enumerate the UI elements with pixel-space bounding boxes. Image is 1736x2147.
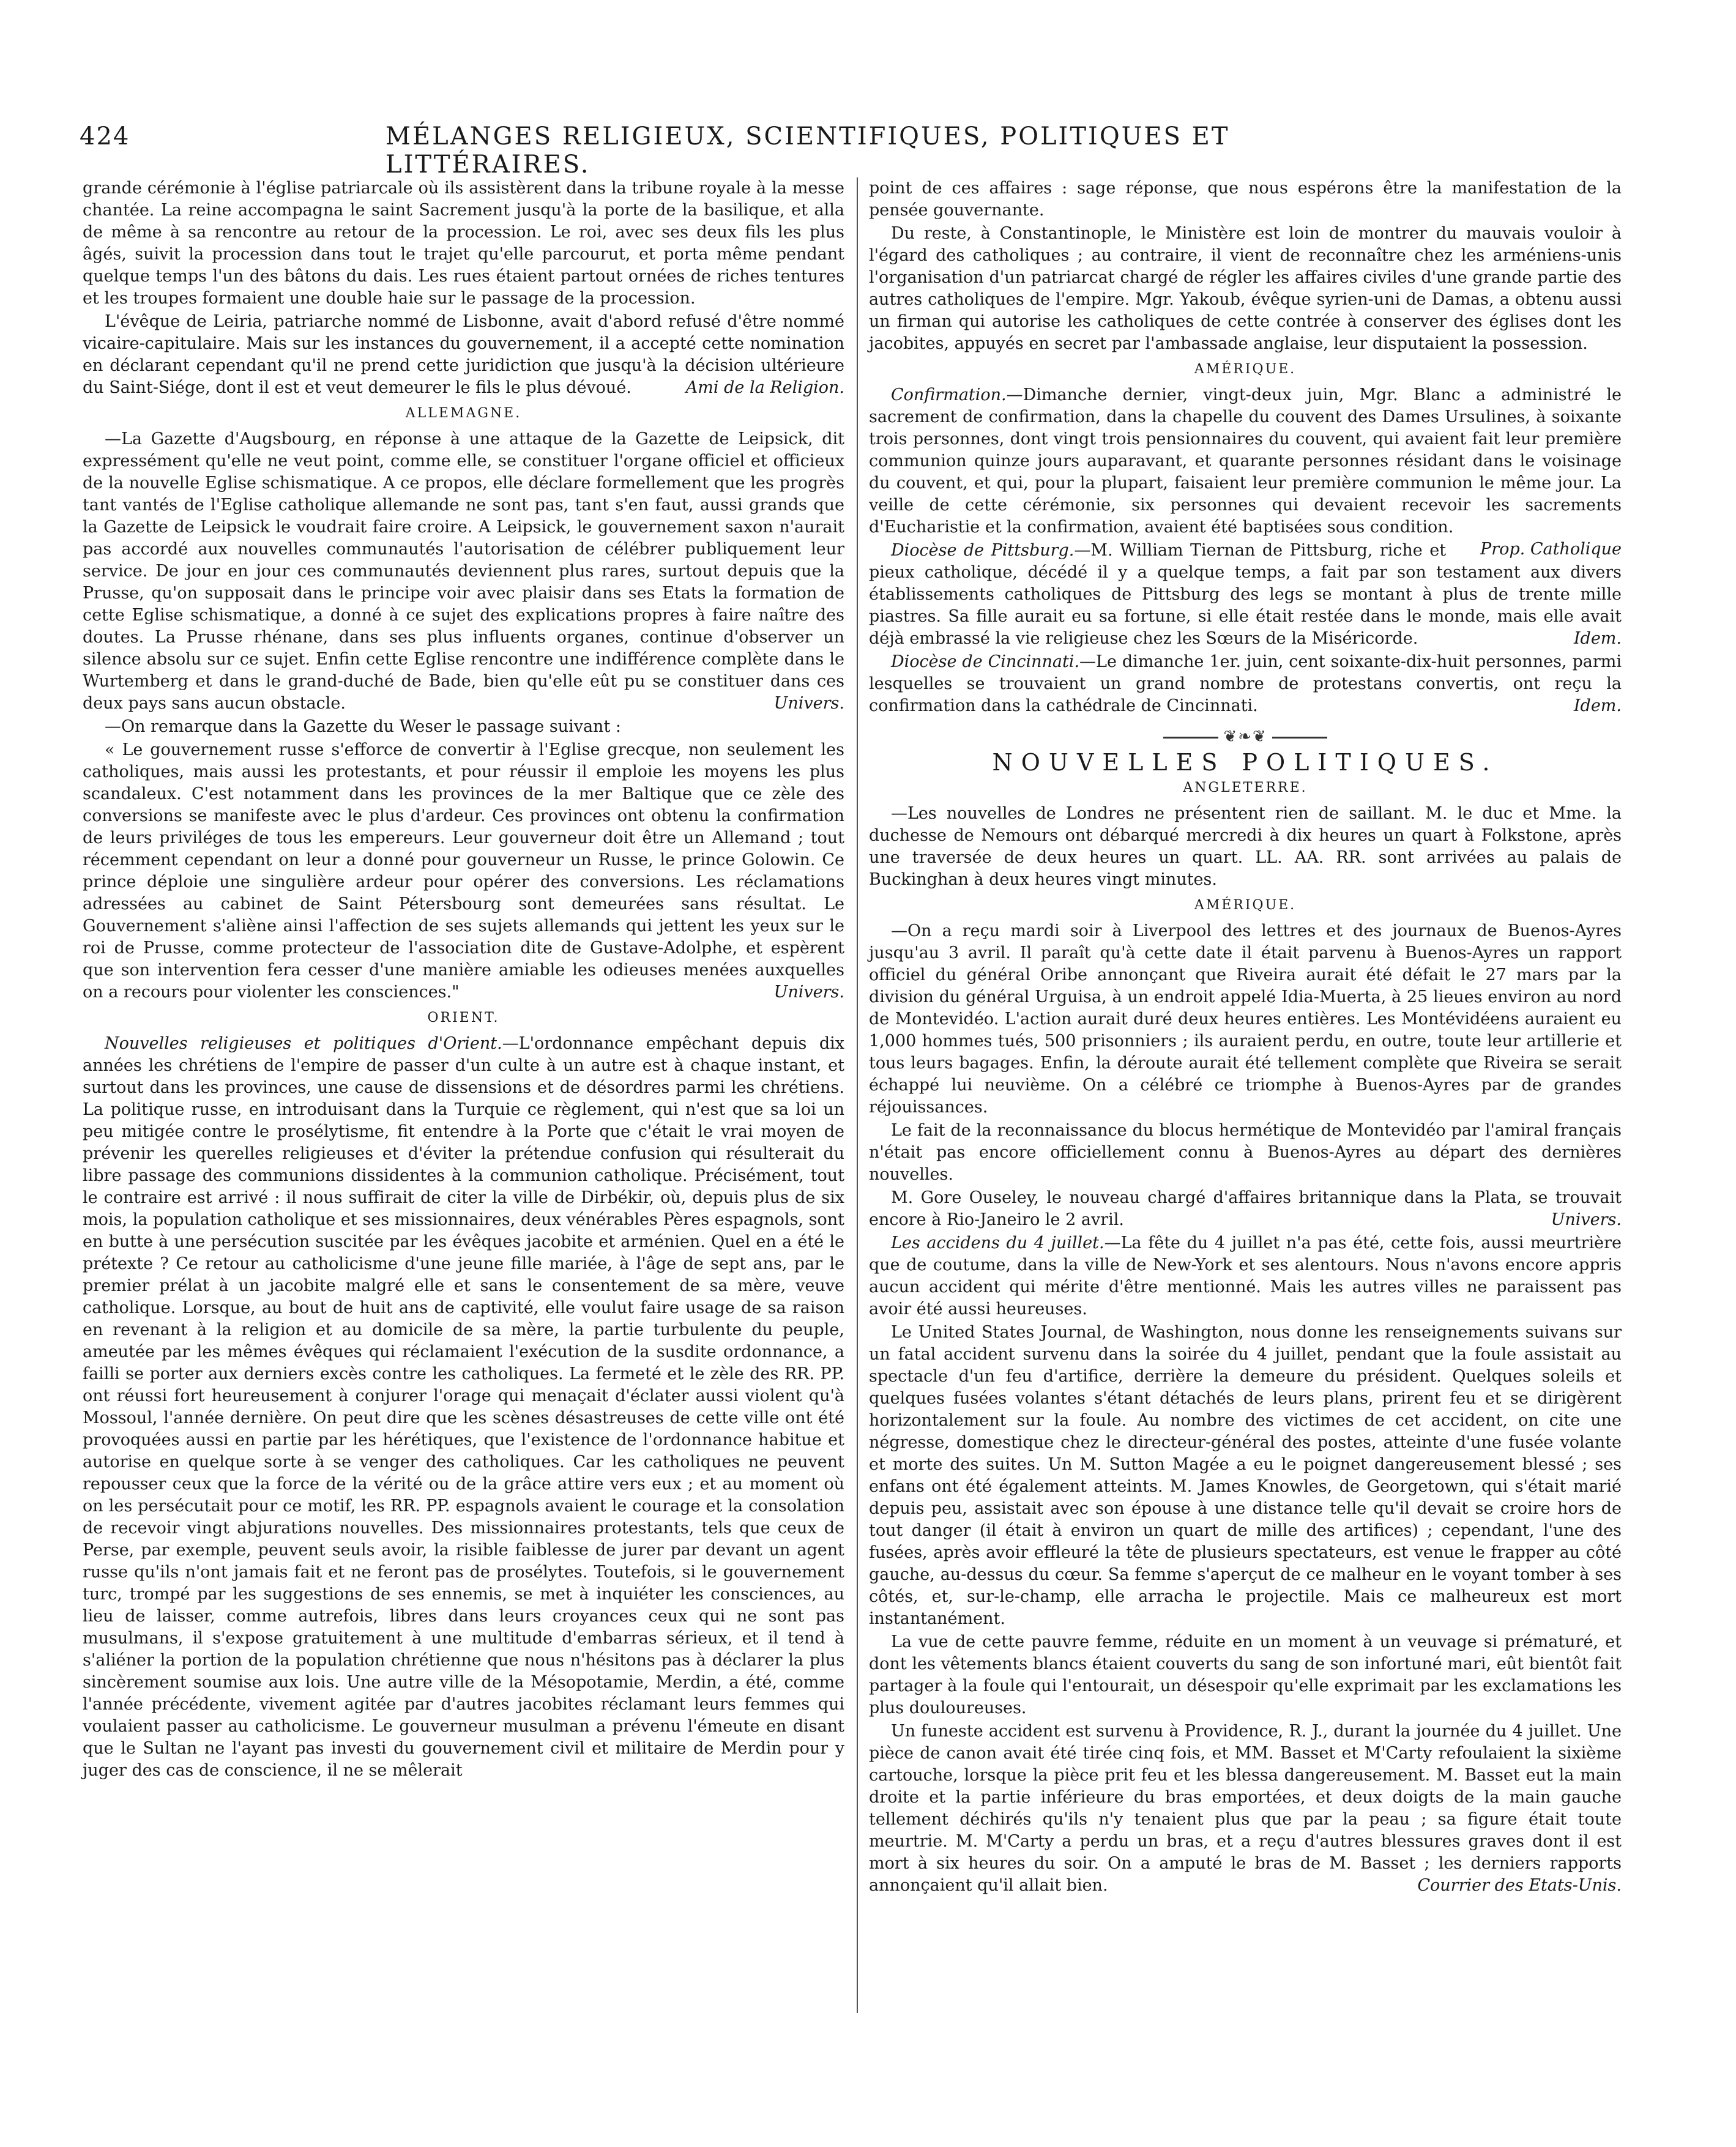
article-paragraph: grande cérémonie à l'église patriarcale où ils assistèrent dans la tribune royale à la messe chantée. La reine accompagna le saint Sacrement jusqu'à la porte de la basilique, et alla de même à sa rencontre au retour de la procession. Le roi, avec ses deux fils les plus âgés, suivit la procession dans tout le trajet qu'elle parcourut, et porta même pendant quelque temps l'un des bâtons du dais. Les rues étaient partout ornées de riches tentures et les troupes formaient une double haie sur le passage de la procession. — [83, 179, 844, 308]
article-text: —Le dimanche 1er. juin, cent soixante-dix-huit personnes, parmi lesquelles se trouvaient un grand nombre de protestans convertis, ont reçu la confirmation dans la cathédrale de Cincinnati. — [869, 652, 1622, 715]
article-paragraph — [869, 1232, 1622, 1320]
article-paragraph — [83, 739, 844, 1003]
article-paragraph: —Les nouvelles de Londres ne présentent rien de saillant. M. le duc et Mme. la duchesse de Nemours ont débarqué mercredi à dix heures un quart à Folkstone, après une traversée de deux heures un quart. LL. AA. RR. sont arrivées au palais de Buckinghan à deux heures vingt minutes. — [869, 804, 1622, 889]
article-paragraph — [869, 1187, 1622, 1231]
article-paragraph: La vue de cette pauvre femme, réduite en un moment à un veuvage si prématuré, et dont les vêtements blancs étaient couverts du sang de son infortuné mari, eût bientôt fait partager à la foule qui l'entourait, un désespoir qu'elle exprimait par les exclamations les plus douloureuses. — [869, 1632, 1622, 1717]
article-paragraph — [83, 1033, 844, 1782]
article-text: « Le gouvernement russe s'efforce de convertir à l'Eglise grecque, non seulement les catholiques, mais aussi les protestants, et pour réussir il emploie les moyens les plus scandaleux. C'est notamment dans les provinces de la mer Baltique que ce zèle des conversions se manifeste avec le plus d'ardeur. Ces provinces ont obtenu la confirmation de leurs priviléges de tous les empereurs. Leur gouverneur doit être un Allemand ; tout récemment cependant on leur a donné pour gouverneur un Russe, le prince Golowin. Ce prince déploie une singulière ardeur pour opérer des conversions. Les réclamations adressées au cabinet de Saint Pétersbourg sont demeurées sans résultat. Le Gouvernement s'aliène ainsi l'affection de ses sujets allemands qui jettent les yeux sur le roi de Prusse, comme protecteur de l'association dite de Gustave-Adolphe, et espèrent que son intervention fera cesser d'une manière amiable les odieuses menées auxquelles on a recours pour violenter les consciences." — [83, 740, 844, 1002]
article-lead: Confirmation. — [891, 385, 1007, 404]
article-paragraph: Du reste, à Constantinople, le Ministère est loin de montrer du mauvais vouloir à l'égard des catholiques ; au contraire, il vient de reconnaître chez les arméniens-unis l'organisation d'un patriarcat chargé de régler les affaires civiles d'une grande partie des autres catholiques de l'empire. Mgr. Yakoub, évêque syrien-uni de Damas, a obtenu aussi un firman qui autorise les catholiques de cette contrée à conserver des églises dont les jacobites, appuyés en secret par l'ambassade anglaise, leur disputaient la possession. — [869, 224, 1622, 353]
article-text: —Dimanche dernier, vingt-deux juin, Mgr. Blanc a administré le sacrement de confirmation, dans la chapelle du couvent des Dames Ursulines, à soixante trois personnes, dont vingt trois pensionnaires du couvent, qui avaient fait leur première communion quinze jours auparavant, et quarante personnes résidant dans le voisinage du couvent, et qui, pour la plupart, faisaient leur première communion le même jour. La veille de cette cérémonie, six personnes qui devaient recevoir les sacrements d'Eucharistie et la confirmation, avaient été baptisées sous condition. — [869, 385, 1622, 537]
source-credit: Idem. — [1573, 696, 1622, 715]
article-text: —L'ordonnance empêchant depuis dix années les chrétiens de l'empire de passer d'un culte à un autre est à chaque instant, et surtout dans les provinces, une cause de dissensions et de désordres parmi les chrétiens. La politique russe, en introduisant dans la Turquie ce règlement, qui n'est que sa loi un peu mitigée contre le prosélytisme, fit entendre à la Porte que c'était le vrai moyen de prévenir les querelles religieuses et d'éviter la prétendue confusion qui résulterait du libre passage des communions dissidentes à la communion catholique. Précisément, tout le contraire est arrivé : il nous suffirait de citer la ville de Dirbékir, où, depuis plus de six mois, la population catholique et ses missionnaires, deux vénérables Pères espagnols, sont en butte à une persécution suscitée par les évêques jacobite et arménien. Quel en a été le prétexte ? Ce retour au catholicisme d'une jeune fille mariée, à l'âge de sept ans, par le premier prélat à un jacobite malgré elle et sans le consentement de sa mère, veuve catholique. Lorsque, au bout de huit ans de captivité, elle voulut faire usage de sa raison en revenant à la religion et au domicile de sa mère, la partie turbulente du peuple, ameutée par les mêmes évêques qui réclamaient l'exécution de la susdite ordonnance, a failli se porter aux derniers excès contre les catholiques. La fermeté et le zèle des RR. PP. ont réussi fort heureusement à conjurer l'orage qui menaçait d'éclater aussi violent qu'à Mossoul, l'année dernière. On peut dire que les scènes désastreuses de cette ville ont été provoquées aussi en partie par les hérétiques, que l'existence de l'ordonnance habitue et autorise en quelque sorte à se venger des catholiques. Car les catholiques ne peuvent repousser ceux que la force de la vérité ou de la grâce attire vers eux ; et au moment où on les persécutait pour ce motif, les RR. PP. espagnols avaient le courage et la consolation de recevoir vingt abjurations nouvelles. Des missionnaires protestants, tels que ceux de Perse, par exemple, peuvent seuls avoir, la risible faiblesse de jurer par devant un agent russe qu'ils n'ont jamais fait et ne feront pas de prosélytes. Toutefois, si le gouvernement turc, trompé par les suggestions de ses ennemis, se met à inquiéter les consciences, au lieu de laisser, comme autrefois, libres dans leurs croyances ceux qui ne sont pas musulmans, il s'expose gratuitement à une multitude d'embarras sérieux, et il tend à s'aliéner la portion de la population chrétienne que nous n'hésitons pas à déclarer la plus sincèrement soumise aux lois. Une autre ville de la Mésopotamie, Merdin, a été, comme l'année précédente, vivement agitée par d'autres jacobites réclamant leurs femmes qui voulaient passer au catholicisme. Le gouverneur musulman a prévenu l'émeute en disant que le Sultan ne l'ayant pas investi du gouvernement civil et militaire de Merdin pour y juger des cas de conscience, il ne se mêlerait — [83, 1034, 844, 1780]
column-divider — [857, 177, 858, 2013]
source-credit: Univers. — [1551, 1210, 1622, 1229]
article-text: —M. William Tiernan de Pittsburg, riche et pieux catholique, décédé il y a quelque temps, a fait par son testament aux divers établissements catholiques de Pittsburg des legs se montant à plus de trente mille piastres. Sa fille aurait eu sa fortune, si elle était restée dans le monde, mais elle avait déjà embrassé la vie religieuse chez les Sœurs de la Miséricorde. — [869, 541, 1622, 648]
section-heading-amerique: AMÉRIQUE. — [1194, 362, 1297, 377]
article-text: L'évêque de Leiria, patriarche nommé de Lisbonne, avait d'abord refusé d'être nommé vicaire-capitulaire. Mais sur les instances du gouvernement, il a accepté cette nomination en déclarant cependant qu'il ne prend cette juridiction que jusqu'à la décision ultérieure du Saint-Siége, dont il est et veut demeurer le fils le plus dévoué. — [83, 312, 844, 397]
source-credit: Idem. — [1573, 629, 1622, 648]
ornament-divider: ❦❧❦ — [869, 726, 1622, 748]
article-paragraph — [83, 428, 844, 715]
right-column — [869, 177, 1622, 1898]
article-lead: Nouvelles religieuses et politiques d'Orient. — [105, 1034, 502, 1053]
article-paragraph: point de ces affaires : sage réponse, que nous espérons être la manifestation de la pensée gouvernante. — [869, 179, 1622, 220]
section-heading-nouvelles-politiques: NOUVELLES POLITIQUES. — [992, 749, 1499, 776]
source-credit: Courrier des Etats-Unis. — [1417, 1876, 1622, 1895]
article-text: Un funeste accident est survenu à Providence, R. J., durant la journée du 4 juillet. Une pièce de canon avait été tirée cinq fois, et MM. Basset et M'Carty refoulaient la sixième cartouche, lorsque la pièce prit feu et les blessa dangereusement. M. Basset eut la main droite et la partie inférieure du bras emportées, et deux doigts de la main gauche tellement déchirés qu'ils n'y tenaient plus que par la peau ; sa figure était toute meurtrie. M. M'Carty a perdu un bras, et a reçu d'autres blessures graves dont il est mort à six heures du soir. On a amputé le bras de M. Basset ; les derniers rapports annonçaient qu'il allait bien. — [869, 1722, 1622, 1895]
article-paragraph: —On remarque dans la Gazette du Weser le passage suivant : — [105, 717, 621, 736]
page-header — [80, 122, 1340, 179]
source-credit: Univers. — [773, 983, 844, 1002]
section-heading-allemagne: ALLEMAGNE. — [405, 406, 522, 421]
source-credit: Ami de la Religion. — [685, 378, 844, 397]
article-paragraph — [869, 1721, 1622, 1897]
article-lead: Les accidens du 4 juillet. — [891, 1234, 1105, 1252]
article-text: M. Gore Ouseley, le nouveau chargé d'affaires britannique dans la Plata, se trouvait encore à Rio-Janeiro le 2 avril. — [869, 1188, 1622, 1229]
article-text: —La fête du 4 juillet n'a pas été, cette fois, aussi meurtrière que de coutume, dans la ville de New-York et ses alentours. Nous n'avons encore appris aucun accident qui mérite d'être mentionné. Mais les autres villes ne paraissent pas avoir été aussi heureuses. — [869, 1234, 1622, 1319]
section-heading-amerique: AMÉRIQUE. — [1194, 898, 1297, 913]
running-title: MÉLANGES RELIGIEUX, SCIENTIFIQUES, POLITIQUES ET LITTÉRAIRES. — [386, 122, 1230, 179]
section-heading-orient: ORIENT. — [427, 1010, 500, 1025]
page-number: 424 — [80, 122, 130, 151]
article-paragraph: Le fait de la reconnaissance du blocus hermétique de Montevidéo par l'amiral français n'était pas encore officiellement connu à Buenos-Ayres au départ des dernières nouvelles. — [869, 1121, 1622, 1184]
left-column — [83, 177, 844, 1783]
article-text: —La Gazette d'Augsbourg, en réponse à une attaque de la Gazette de Leipsick, dit expressément qu'elle ne veut point, comme elle, se constituer l'organe officiel et officieux de la nouvelle Eglise schismatique. A ce propos, elle déclare formellement que les progrès tant vantés de l'Eglise catholique allemande ne sont pas, tant s'en faut, aussi grands que la Gazette de Leipsick le voudrait faire croire. A Leipsick, le gouvernement saxon n'aurait pas accordé aux nouvelles communautés l'autorisation de célébrer publiquement leur service. De jour en jour ces communautés deviennent plus rares, surtout depuis que la Prusse, qu'on supposait dans le principe voir avec plaisir dans ses Etats la formation de cette Eglise schismatique, a donné à ce sujet des explications propres à faire naître des doutes. La Prusse rhénane, dans ses plus influents organes, continue d'observer un silence absolu sur ce sujet. Enfin cette Eglise rencontre une indifférence complète dans le Wurtemberg et dans le grand-duché de Bade, bien qu'elle eût pu se constituer dans ces deux pays sans aucun obstacle. — [83, 430, 844, 713]
section-heading-angleterre: ANGLETERRE. — [1183, 780, 1308, 795]
article-paragraph: Le United States Journal, de Washington, nous donne les renseignements suivans sur un fatal accident survenu dans la soirée du 4 juillet, pendant que la foule assistait au spectacle d'un feu d'artifice, derrière la demeure du président. Quelques soleils et quelques fusées volantes s'étant détachés de leurs plans, prirent feu et se dirigèrent horizontalement sur la foule. Au nombre des victimes de cet accident, on cite une négresse, domestique chez le directeur-général des postes, atteinte d'une fusée volante et morte des suites. Un M. Sutton Magée a eu le poignet dangereusement blessé ; ses enfans ont été également atteints. M. James Knowles, de Georgetown, qui s'était marié depuis peu, assistait avec son épouse à une distance telle qu'il devait se croire hors de tout danger (il était à environ un quart de mille des artifices) ; cependant, l'une des fusées, après avoir effleuré la tête de plusieurs spectateurs, est venue le frapper au côté gauche, au-dessus du cœur. Sa femme s'aperçut de ce malheur en le voyant tomber à ses côtés, et, sur-le-champ, elle arracha le projectile. Mais ce malheureux est mort instantanément. — [869, 1323, 1622, 1628]
article-paragraph: —On a reçu mardi soir à Liverpool des lettres et des journaux de Buenos-Ayres jusqu'au 3 avril. Il paraît qu'à cette date il était parvenu à Buenos-Ayres un rapport officiel du général Oribe annonçant que Riveira aurait été défait le 27 mars par la division du général Urguisa, à un endroit appelé Idia-Muerta, à 25 lieues environ au nord de Montevidéo. L'action aurait duré deux heures entières. Les Montévidéens auraient eu 1,000 hommes tués, 500 prisonniers ; ils auraient perdu, en outre, toute leur artillerie et tous leurs bagages. Enfin, la déroute aurait été tellement complète que Riveira se serait échappé lui neuvième. On a célébré ce triomphe à Buenos-Ayres par de grandes réjouissances. — [869, 921, 1622, 1117]
source-credit: Prop. Catholique — [1480, 540, 1622, 559]
article-lead: Diocèse de Pittsburg. — [891, 541, 1075, 560]
article-lead: Diocèse de Cincinnati. — [891, 652, 1080, 671]
article-paragraph — [869, 651, 1622, 717]
source-credit: Univers. — [773, 694, 844, 713]
article-paragraph — [83, 311, 844, 399]
